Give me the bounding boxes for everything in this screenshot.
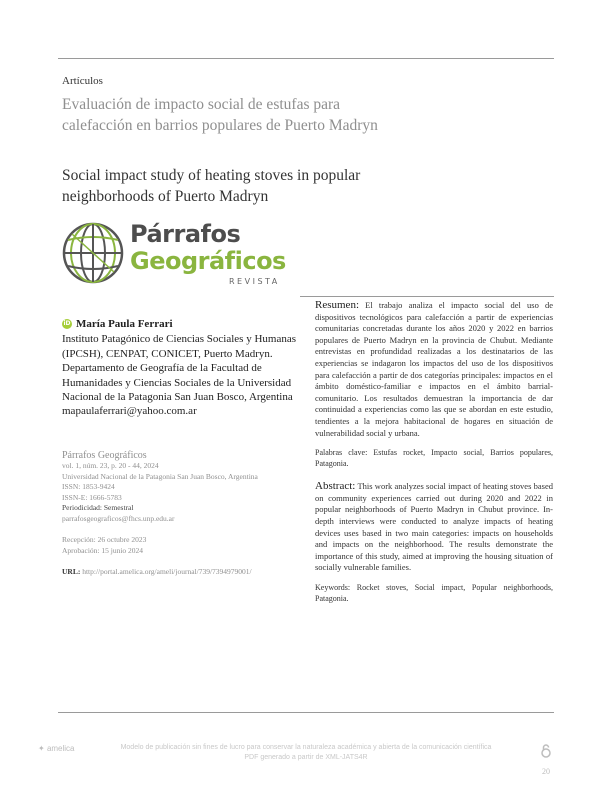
journal-email[interactable]: parrafosgeograficos@fhcs.unp.edu.ar [62,513,175,523]
bottom-rule [58,712,554,713]
keywords-english-label: Keywords: [315,582,351,592]
amelica-icon: ✦ [38,744,45,753]
journal-issn: ISSN: 1853-9424 [62,482,115,491]
amelica-text: amelica [46,744,75,753]
journal-volume: vol. 1, núm. 23, p. 20 - 44, 2024 [62,461,159,470]
author-name: María Paula Ferrari [76,318,173,330]
keywords-spanish-label: Palabras clave: [315,448,368,458]
abstract-english-label: Abstract: [315,480,356,493]
top-rule [58,58,554,59]
author-affiliation: Instituto Patagónico de Ciencias Sociales y Humanas (IPCSH), CENPAT, CONICET, Puerto Madryn. Departamento de Geografía de la Facultad de Humanidades y Ciencias Sociales de la Universidad Nacional de la Patagonia San Juan Bosco, Argentina [62,333,297,403]
journal-logo [62,218,292,290]
abstract-spanish [315,300,553,439]
author-email[interactable]: mapaulaferrari@yahoo.com.ar [62,404,197,417]
journal-name: Párrafos Geográficos [62,450,147,461]
footer-line2: PDF generado a partir de XML-JATS4R [244,754,368,761]
journal-university: Universidad Nacional de la Patagonia San Juan Bosco, Argentina [62,471,258,481]
author-name-row [62,318,302,330]
abstract-english-text: This work analyzes social impact of heating stoves based on community experiences carried out during 2020 and 2022 in popular neighborhoods of Puerto Madryn in Chubut province. In-depth interviews were conducted to analyze impacts of heating devices uses based in two main categories: impacts on households and impacts on the neighborhood. The results demonstrate the importance of this study, aimed at improving the housing situation of socially vulnerable families. [315,481,553,573]
keywords-spanish [315,447,553,469]
footer-note [60,743,552,763]
journal-periodicity: Periodicidad: Semestral [62,503,134,512]
logo-text-geograficos: Geográficos [130,247,286,275]
mid-rule [300,296,554,297]
logo-text-revista: REVISTA [229,277,280,286]
title-english: Social impact study of heating stoves in popular neighborhoods of Puerto Madryn [62,167,361,205]
date-approved: Aprobación: 15 junio 2024 [62,545,144,555]
journal-info [62,450,312,524]
keywords-english-text: Rocket stoves, Social impact, Popular neighborhoods, Patagonia. [315,582,553,603]
url-label: URL: [62,567,81,576]
keywords-english [315,582,553,604]
orcid-icon[interactable]: iD [63,320,71,327]
url-row [62,567,252,576]
open-access-icon [540,744,552,758]
globe-icon [62,222,124,284]
abstract-english [315,481,553,574]
title-spanish: Evaluación de impacto social de estufas para calefacción en barrios populares de Puerto Madryn [62,96,378,134]
footer-line1: Modelo de publicación sin fines de lucro para conservar la naturaleza académica y abierta de la comunicación científica [120,744,492,751]
dates-block [62,535,146,556]
author-block [62,318,302,417]
section-label: Artículos [62,75,103,87]
journal-eissn: ISSN-E: 1666-5783 [62,492,122,502]
logo-text-parrafos: Párrafos [130,220,241,248]
date-received: Recepción: 26 octubre 2023 [62,535,147,544]
abstract-spanish-label: Resumen: [315,299,359,311]
abstracts-column [315,300,553,604]
url-link[interactable]: http://portal.amelica.org/ameli/journal/739/7394979001/ [82,567,252,576]
page-number: 20 [542,767,550,776]
abstract-spanish-text: El trabajo analiza el impacto social del uso de dispositivos tecnológicos para calefacción a partir de experiencias comunitarias concretadas durante los años 2020 y 2022 en barrios populares de Puerto Madryn en la provincia de Chubut. Mediante entrevistas en profundidad realizadas a los destinatarios de las experiencias se indagaron los impactos del uso de los dispositivos para calefacción a partir de dos categorías principales: impactos en el ámbito doméstico-familiar e impactos en el ámbito barrial-comunitario. Los resultados demuestran la importancia de dar continuidad a experiencias como las que se abordan en este estudio, tendientes a la mejora habitacional de hogares en situación de vulnerabilidad social y urbana. [315,300,553,438]
keywords-spanish-text: Estufas rocket, Impacto social, Barrios populares, Patagonia. [315,448,554,469]
